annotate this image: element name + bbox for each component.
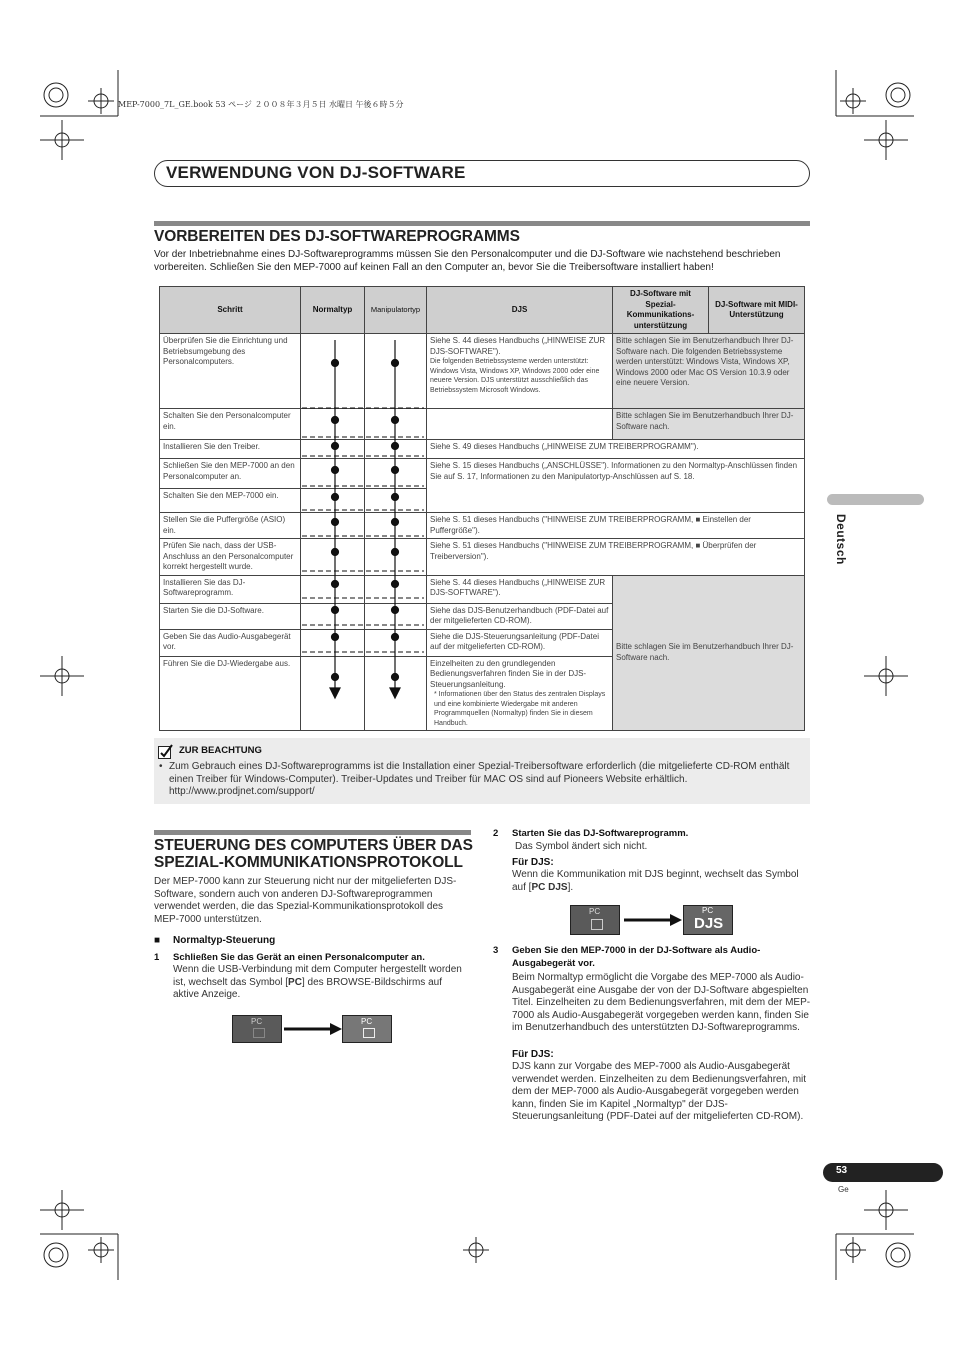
section2-title: STEUERUNG DES COMPUTERS ÜBER DAS SPEZIAL-KOMMUNIKATIONSPROTOKOLL xyxy=(154,837,473,871)
step3-title: Geben Sie den MEP-7000 in der DJ-Software als Audio-Ausgabegerät vor. xyxy=(512,945,761,969)
arrow-icon xyxy=(624,914,684,926)
step-cell: Führen Sie die DJ-Wiedergabe aus. xyxy=(160,656,301,731)
note-bullet: • xyxy=(159,761,163,772)
section2-rule xyxy=(154,830,471,835)
col-normal: Normaltyp xyxy=(301,287,365,334)
step-cell: Geben Sie das Audio-Ausgabegerät vor. xyxy=(160,629,301,656)
table-row xyxy=(160,539,805,576)
step2-title: Starten Sie das DJ-Softwareprogramm. xyxy=(512,828,689,839)
language-tab xyxy=(827,494,924,505)
print-header: MEP-7000_7L_GE.book 53 ページ ２００８年３月５日 水曜日 午後６時５分 xyxy=(118,100,404,109)
step1-title: Schließen Sie das Gerät an einen Personalcomputer an. xyxy=(173,952,425,963)
note-text: Zum Gebrauch eines DJ-Softwareprogramms ist die Installation einer Spezial-Treibersoftware erforderlich (die mitgelieferte CD-ROM enthält einen Treiber für Windows-Computer). Treiber-Updates und Treiber für MAC OS sind auf Pioneers Website erhältlich. http://www.prodjnet.com/support/ xyxy=(169,761,790,797)
table-row xyxy=(160,409,805,440)
step3-number: 3 xyxy=(493,945,499,956)
page-number: 53 xyxy=(836,1165,848,1176)
merged-other-cell: Bitte schlagen Sie im Benutzerhandbuch Ihrer DJ-Software nach. xyxy=(613,575,805,731)
for-djs-label: Für DJS: xyxy=(512,1049,554,1060)
sub-bullet: ■ xyxy=(154,935,161,946)
djs-cell: Siehe S. 44 dieses Handbuchs („HINWEISE ZUR DJS-SOFTWARE"). Die folgenden Betriebssysteme werden unterstützt: Windows Vista, Windows XP, Windows 2000 oder eine neuere Version. DJS unterstützt ausschließlich das Betriebssystem Microsoft Windows. xyxy=(427,334,613,409)
table-row xyxy=(160,575,805,603)
col-special: DJ-Software mit Spezial-Kommunikations-unterstützung xyxy=(613,287,709,334)
djs-cell: Siehe S. 51 dieses Handbuchs ("HINWEISE ZUM TREIBERPROGRAMM, ■ Einstellen der Puffergröße"). xyxy=(427,513,805,539)
section-intro: Vor der Inbetriebnahme eines DJ-Softwareprogramms müssen Sie den Personalcomputer und die DJ-Software wie nachstehend beschrieben vorbereiten. Schließen Sie den MEP-7000 auf keinen Fall an den Computer an, bevor Sie die Treibersoftware installiert haben! xyxy=(154,249,781,273)
djs-cell: Siehe S. 15 dieses Handbuchs („ANSCHLÜSSE"). Informationen zu den Normaltyp-Anschlüssen finden Sie auf S. 17, Informationen zu den Manipulatortyp-Anschlüssen auf S. 18. xyxy=(427,459,805,513)
step-cell: Starten Sie die DJ-Software. xyxy=(160,603,301,629)
section-rule xyxy=(154,221,810,226)
step1-number: 1 xyxy=(154,952,160,963)
pc-djs-icon: PC DJS xyxy=(683,905,733,935)
steps-table xyxy=(159,286,805,731)
step-cell: Installieren Sie das DJ-Softwareprogramm. xyxy=(160,575,301,603)
page-lang-code: Ge xyxy=(838,1185,849,1194)
table-row xyxy=(160,334,805,409)
djs-cell: Siehe S. 49 dieses Handbuchs („HINWEISE ZUM TREIBERPROGRAMM"). xyxy=(427,440,805,459)
djs-cell: Siehe die DJS-Steuerungsanleitung (PDF-Datei auf der mitgelieferten CD-ROM). xyxy=(427,629,613,656)
section2-intro: Der MEP-7000 kann zur Steuerung nicht nur der mitgelieferten DJS-Software, sondern auch von anderen DJ-Softwareprogrammen verwendet werden, die das Spezial-Kommunikationsprotokoll des MEP-7000 unterstützen. xyxy=(154,876,457,925)
sub-heading: Normaltyp-Steuerung xyxy=(173,935,276,946)
note-title: ZUR BEACHTUNG xyxy=(179,745,262,756)
djs-cell: Siehe das DJS-Benutzerhandbuch (PDF-Datei auf der mitgelieferten CD-ROM). xyxy=(427,603,613,629)
step1-text: Wenn die USB-Verbindung mit dem Computer hergestellt worden ist, wechselt das Symbol [PC] des BROWSE-Bildschirms auf aktive Anzeige. xyxy=(173,964,462,1000)
djs-cell: Siehe S. 51 dieses Handbuchs ("HINWEISE ZUM TREIBERPROGRAMM, ■ Überprüfen der Treiberversion"). xyxy=(427,539,805,576)
for-djs-label: Für DJS: xyxy=(512,857,554,868)
pc-icon: PC xyxy=(570,905,620,935)
col-djs: DJS xyxy=(427,287,613,334)
col-manipulator: Manipulatortyp xyxy=(365,287,427,334)
pc-icon-inactive: PC xyxy=(232,1015,282,1043)
table-row xyxy=(160,459,805,489)
check-icon xyxy=(158,744,174,760)
col-midi: DJ-Software mit MIDI-Unterstützung xyxy=(709,287,805,334)
other-software-cell: Bitte schlagen Sie im Benutzerhandbuch Ihrer DJ-Software nach. Die folgenden Betriebssysteme werden unterstützt: Windows Vista, Windows XP, Windows 2000 oder Mac OS Version 10.3.9 oder eine neuere Version. xyxy=(613,334,805,409)
other-software-cell: Bitte schlagen Sie im Benutzerhandbuch Ihrer DJ-Software nach. xyxy=(613,409,805,440)
arrow-icon xyxy=(284,1023,344,1035)
step-cell: Stellen Sie die Puffergröße (ASIO) ein. xyxy=(160,513,301,539)
djs-cell xyxy=(427,409,613,440)
step-cell: Prüfen Sie nach, dass der USB-Anschluss an den Personalcomputer korrekt hergestellt wurde. xyxy=(160,539,301,576)
step3-djs-text: DJS kann zur Vorgabe des MEP-7000 als Audio-Ausgabegerät verwendet werden. Einzelheiten zu dem Bedienungsverfahren, mit dem der MEP-7000 als Audio-Ausgabegerät vorgegeben werden kann, finden Sie im Kapitel „Normaltyp" der DJS-Steuerungsanleitung (PDF-Datei auf der mitgelieferten CD-ROM). xyxy=(512,1061,807,1122)
djs-cell: Siehe S. 44 dieses Handbuchs („HINWEISE ZUR DJS-SOFTWARE"). xyxy=(427,575,613,603)
language-label: Deutsch xyxy=(834,514,848,565)
step-cell: Schließen Sie den MEP-7000 an den Personalcomputer an. xyxy=(160,459,301,489)
normal-flow-cell xyxy=(301,334,365,409)
chapter-title: VERWENDUNG VON DJ-SOFTWARE xyxy=(166,163,466,182)
step3-text: Beim Normaltyp ermöglicht die Vorgabe des MEP-7000 als Audio-Ausgabegerät eine Ausgabe der von der DJ-Software abgespielten Titel. Einzelheiten zu dem Bedienungsverfahren, mit dem der MEP-7000 als Audio-Ausgabegerät vorgegeben werden kann, finden Sie im Benutzerhandbuch des unterstützten DJ-Softwareprogramms. xyxy=(512,972,811,1033)
step2-text: Das Symbol ändert sich nicht. xyxy=(515,841,648,852)
table-row xyxy=(160,513,805,539)
djs-cell: Einzelheiten zu den grundlegenden Bedienungsverfahren finden Sie in der DJS-Steuerungsanleitung. * Informationen über den Status des zentralen Displays und eine kombinierte Wiedergabe mit anderen Programmquellen (Normaltyp) finden Sie in diesem Handbuch. xyxy=(427,656,613,731)
step-cell: Schalten Sie den Personalcomputer ein. xyxy=(160,409,301,440)
section-title: VORBEREITEN DES DJ-SOFTWAREPROGRAMMS xyxy=(154,228,520,245)
pc-icon-active: PC xyxy=(342,1015,392,1043)
table-header-row xyxy=(160,287,805,334)
table-row xyxy=(160,440,805,459)
step2-number: 2 xyxy=(493,828,499,839)
step-cell: Überprüfen Sie die Einrichtung und Betriebsumgebung des Personalcomputers. xyxy=(160,334,301,409)
col-step: Schritt xyxy=(160,287,301,334)
manip-flow-cell xyxy=(365,334,427,409)
step-cell: Schalten Sie den MEP-7000 ein. xyxy=(160,489,301,513)
step-cell: Installieren Sie den Treiber. xyxy=(160,440,301,459)
step2-djs-text: Wenn die Kommunikation mit DJS beginnt, wechselt das Symbol auf [PC DJS]. xyxy=(512,869,799,893)
support-url: http://www.prodjnet.com/support/ xyxy=(169,786,315,797)
